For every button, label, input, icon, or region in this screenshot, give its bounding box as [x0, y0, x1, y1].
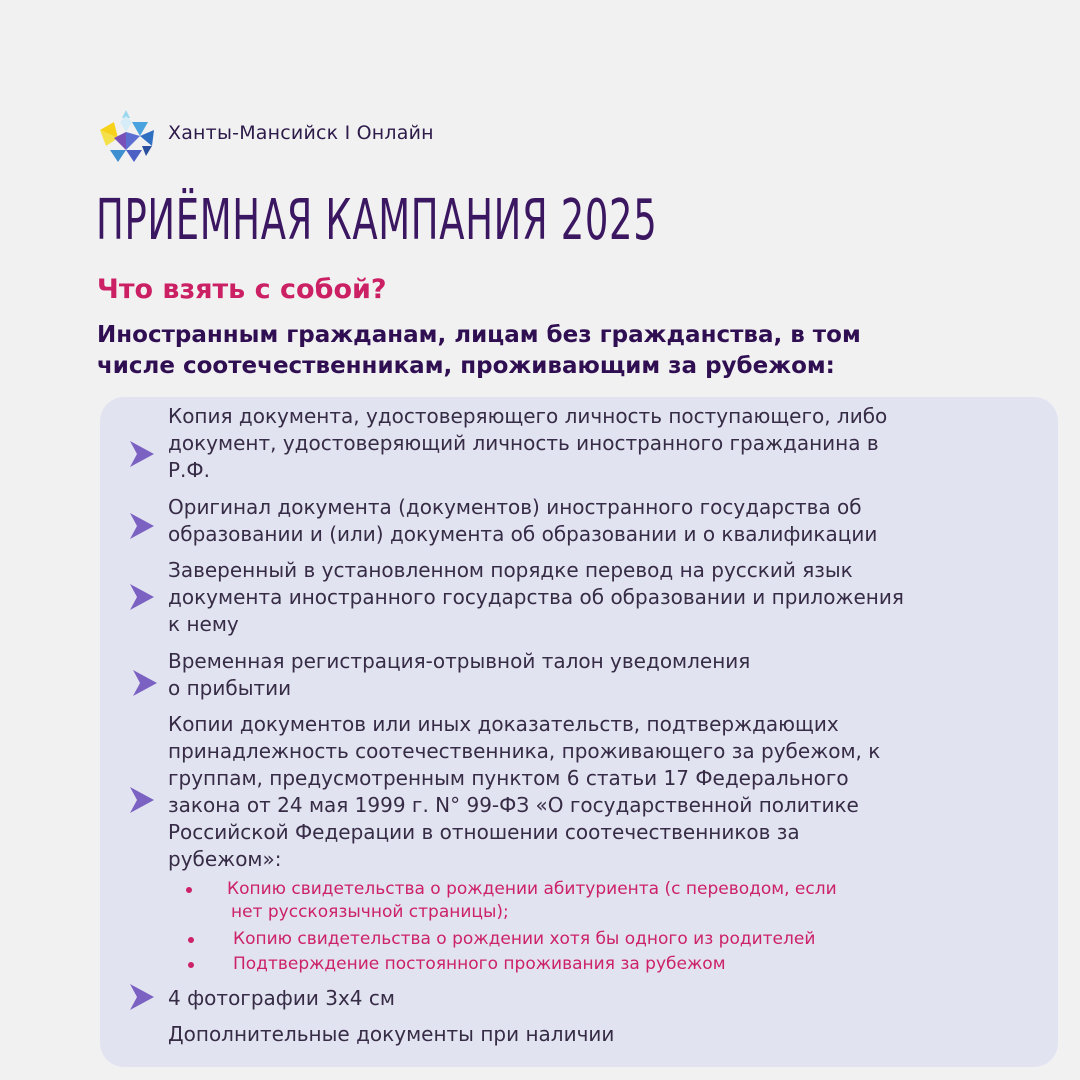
lead-line: числе соотечественникам, проживающим за рубежом:: [97, 353, 835, 379]
sub-list-item: Подтверждение постоянного проживания за рубежом: [233, 954, 726, 974]
list-item: 4 фотографии 3х4 см: [168, 986, 395, 1010]
brand-name: Ханты-Мансийск I Онлайн: [168, 122, 434, 144]
list-item: Дополнительные документы при наличии: [168, 1022, 615, 1046]
bullet-dot: [188, 937, 194, 943]
list-item: Заверенный в установленном порядке перевод на русский язык документа иностранного государства об образовании и приложения к нему: [168, 558, 904, 636]
list-item: Копии документов или иных доказательств, подтверждающих принадлежность соотечественника, проживающего за рубежом, к группам, предусмотренным пунктом 6 статьи 17 Федерального закона от 24 мая 1999 г. N° 99-ФЗ «О государственной политике Российской Федерации в отношении соотечественников за рубежом»:: [168, 712, 881, 871]
chevron-right-icon: [128, 440, 156, 468]
lead-text: [97, 320, 997, 382]
chevron-right-icon: [128, 983, 156, 1011]
list-item: Копия документа, удостоверяющего личность поступающего, либо документ, удостоверяющий личность иностранного гражданина в Р.Ф.: [168, 404, 888, 482]
chevron-right-icon: [131, 669, 159, 697]
brand-logo: [96, 108, 156, 164]
list-item: Оригинал документа (документов) иностранного государства об образовании и (или) документа об образовании и о квалификации: [168, 495, 878, 546]
chevron-right-icon: [128, 583, 156, 611]
bullet-dot: [186, 887, 192, 893]
page-title: ПРИЁМНАЯ КАМПАНИЯ 2025: [96, 188, 658, 253]
sub-list-item: Копию свидетельства о рождении хотя бы одного из родителей: [233, 929, 816, 949]
sub-list-item: Копию свидетельства о рождении абитуриента (с переводом, если нет русскоязычной страницы);: [227, 879, 837, 922]
chevron-right-icon: [128, 512, 156, 540]
bullet-dot: [188, 962, 194, 968]
lead-line: Иностранным гражданам, лицам без гражданства, в том: [97, 322, 861, 348]
list-item: Временная регистрация-отрывной талон уведомления о прибытии: [168, 649, 751, 700]
page-subtitle: Что взять с собой?: [97, 274, 387, 305]
chevron-right-icon: [128, 786, 156, 814]
